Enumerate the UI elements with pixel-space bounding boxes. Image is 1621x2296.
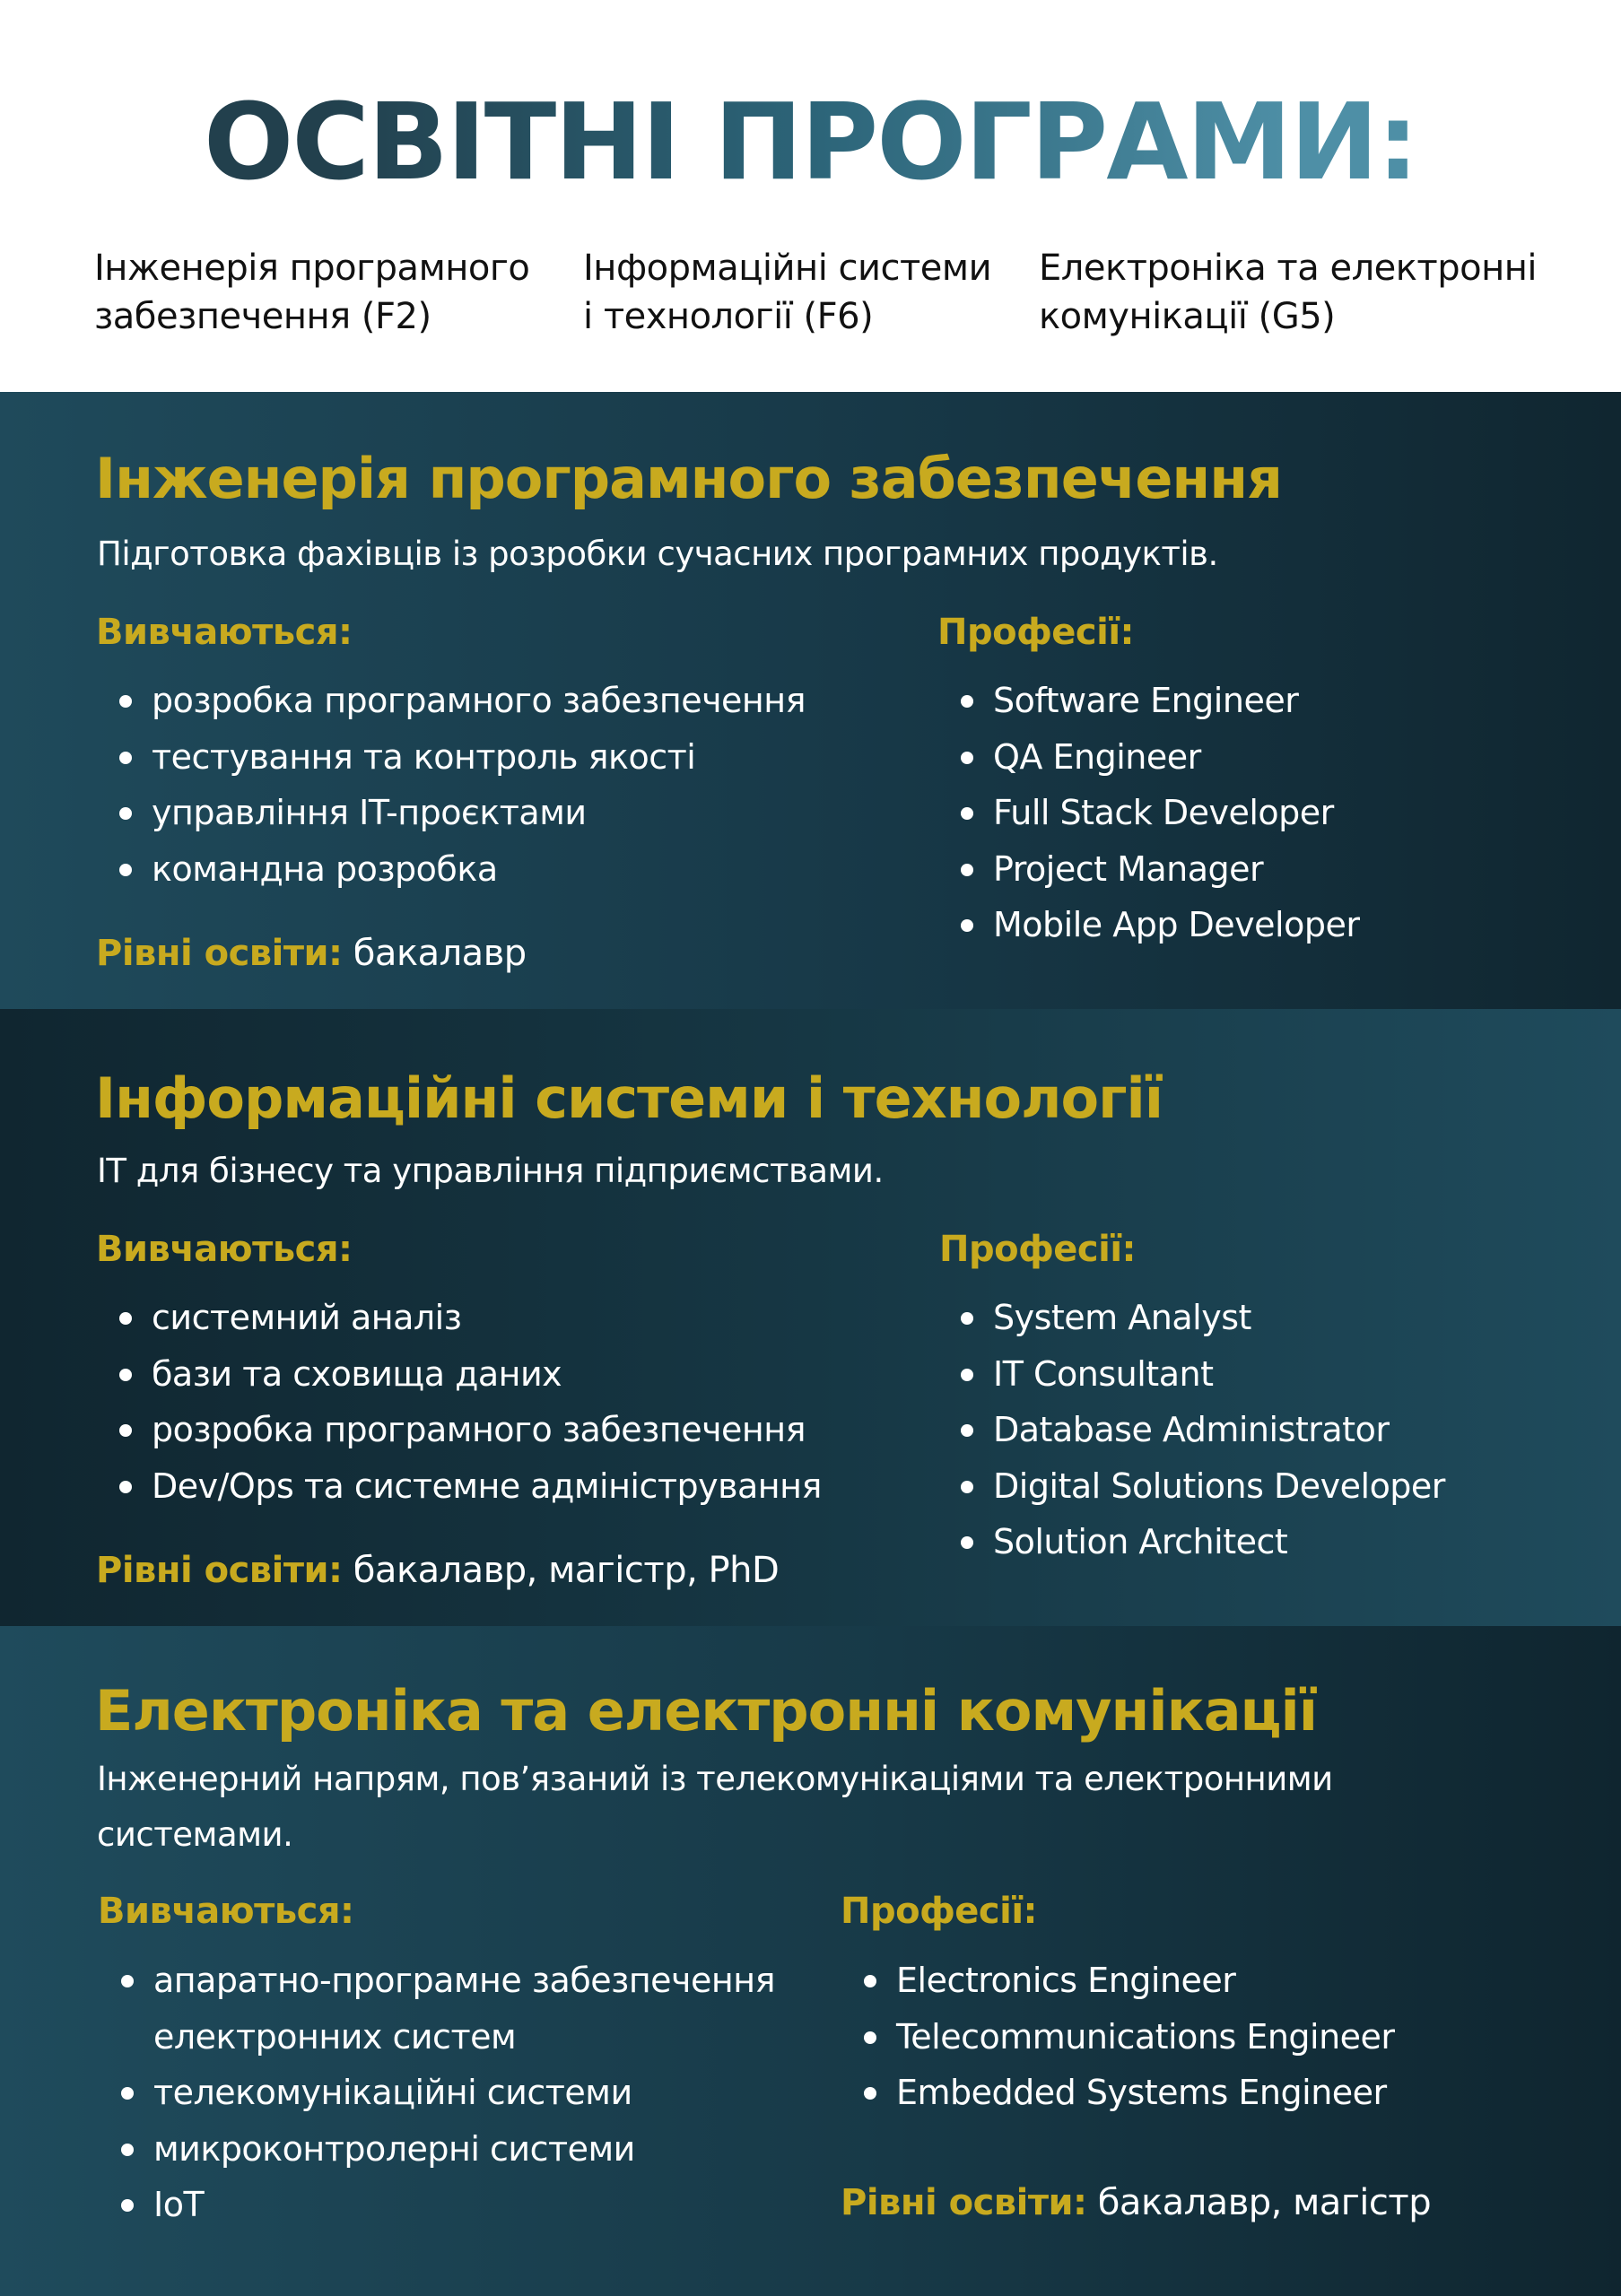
program-item-line: забезпечення (F2) — [94, 296, 431, 337]
professions-list — [841, 1952, 1395, 2121]
program-item-line: Інженерія програмного — [94, 248, 530, 289]
program-item-electronics — [1039, 244, 1537, 341]
program-item-software-engineering — [94, 244, 529, 341]
list-item: Dev/Ops та системне адміністрування — [96, 1458, 822, 1515]
list-item: Mobile App Developer — [937, 897, 1359, 953]
professions-label: Професії: — [939, 1229, 1137, 1270]
program-item-information-systems — [583, 244, 991, 341]
list-item: Software Engineer — [937, 673, 1359, 729]
section-title: Інформаційні системи і технології — [95, 1065, 1163, 1131]
list-item: Full Stack Developer — [937, 785, 1359, 841]
professions-label: Професії: — [937, 612, 1135, 653]
program-item-line: Електроніка та електронні — [1039, 248, 1537, 289]
section-subtitle-line: Інженерний напрям, пов’язаний із телекомунікаціями та електронними — [97, 1760, 1333, 1798]
list-item: IoT — [98, 2177, 833, 2233]
study-label: Вивчаються: — [96, 612, 353, 653]
list-item: командна розробка — [96, 841, 806, 898]
education-levels — [841, 2178, 1431, 2228]
page-title: ОСВІТНІ ПРОГРАМИ: — [0, 70, 1621, 213]
list-item: Project Manager — [937, 841, 1359, 898]
list-item: бази та сховища даних — [96, 1346, 822, 1403]
professions-label: Професії: — [841, 1891, 1038, 1932]
study-list — [98, 1952, 833, 2233]
list-item: Electronics Engineer — [841, 1952, 1395, 2009]
list-item: QA Engineer — [937, 729, 1359, 786]
list-item: тестування та контроль якості — [96, 729, 806, 786]
study-label: Вивчаються: — [96, 1229, 353, 1270]
section-subtitle: IT для бізнесу та управління підприємствами. — [97, 1152, 884, 1190]
program-list — [0, 244, 1621, 352]
study-label: Вивчаються: — [98, 1891, 354, 1932]
levels-value: бакалавр, магістр — [1097, 2182, 1432, 2223]
list-item: Solution Architect — [937, 1514, 1445, 1570]
section-subtitle — [97, 1752, 1333, 1863]
list-item: системний аналіз — [96, 1290, 822, 1346]
study-list — [96, 673, 806, 897]
levels-label: Рівні освіти: — [96, 933, 343, 974]
section-title: Інженерія програмного забезпечення — [95, 446, 1282, 511]
list-item: управління IT-проєктами — [96, 785, 806, 841]
program-item-line: Інформаційні системи — [583, 248, 992, 289]
professions-list — [937, 673, 1359, 953]
section-information-systems — [0, 1009, 1621, 1626]
list-item: Digital Solutions Developer — [937, 1458, 1445, 1515]
list-item: Embedded Systems Engineer — [841, 2065, 1395, 2121]
section-subtitle-line: системами. — [97, 1815, 293, 1854]
study-list — [96, 1290, 822, 1514]
section-subtitle: Підготовка фахівців із розробки сучасних програмних продуктів. — [97, 535, 1218, 573]
levels-value: бакалавр — [353, 933, 527, 974]
program-item-line: комунікації (G5) — [1039, 296, 1336, 337]
list-item: апаратно-програмне забезпечення електронних систем — [98, 1952, 833, 2065]
education-levels — [96, 928, 527, 978]
list-item: розробка програмного забезпечення — [96, 1402, 822, 1458]
education-levels — [96, 1545, 779, 1596]
list-item: розробка програмного забезпечення — [96, 673, 806, 729]
levels-label: Рівні освіти: — [96, 1550, 343, 1591]
section-title: Електроніка та електронні комунікації — [95, 1678, 1317, 1744]
levels-label: Рівні освіти: — [841, 2182, 1087, 2223]
levels-value: бакалавр, магістр, PhD — [353, 1550, 780, 1591]
list-item: IT Consultant — [937, 1346, 1445, 1403]
program-item-line: і технології (F6) — [583, 296, 874, 337]
list-item: System Analyst — [937, 1290, 1445, 1346]
professions-list — [937, 1290, 1445, 1570]
section-electronics — [0, 1626, 1621, 2296]
list-item: телекомунікаційні системи — [98, 2065, 833, 2121]
section-software-engineering — [0, 392, 1621, 1009]
list-item: Database Administrator — [937, 1402, 1445, 1458]
list-item: Telecommunications Engineer — [841, 2009, 1395, 2066]
list-item: микроконтролерні системи — [98, 2121, 833, 2178]
header — [0, 0, 1621, 392]
